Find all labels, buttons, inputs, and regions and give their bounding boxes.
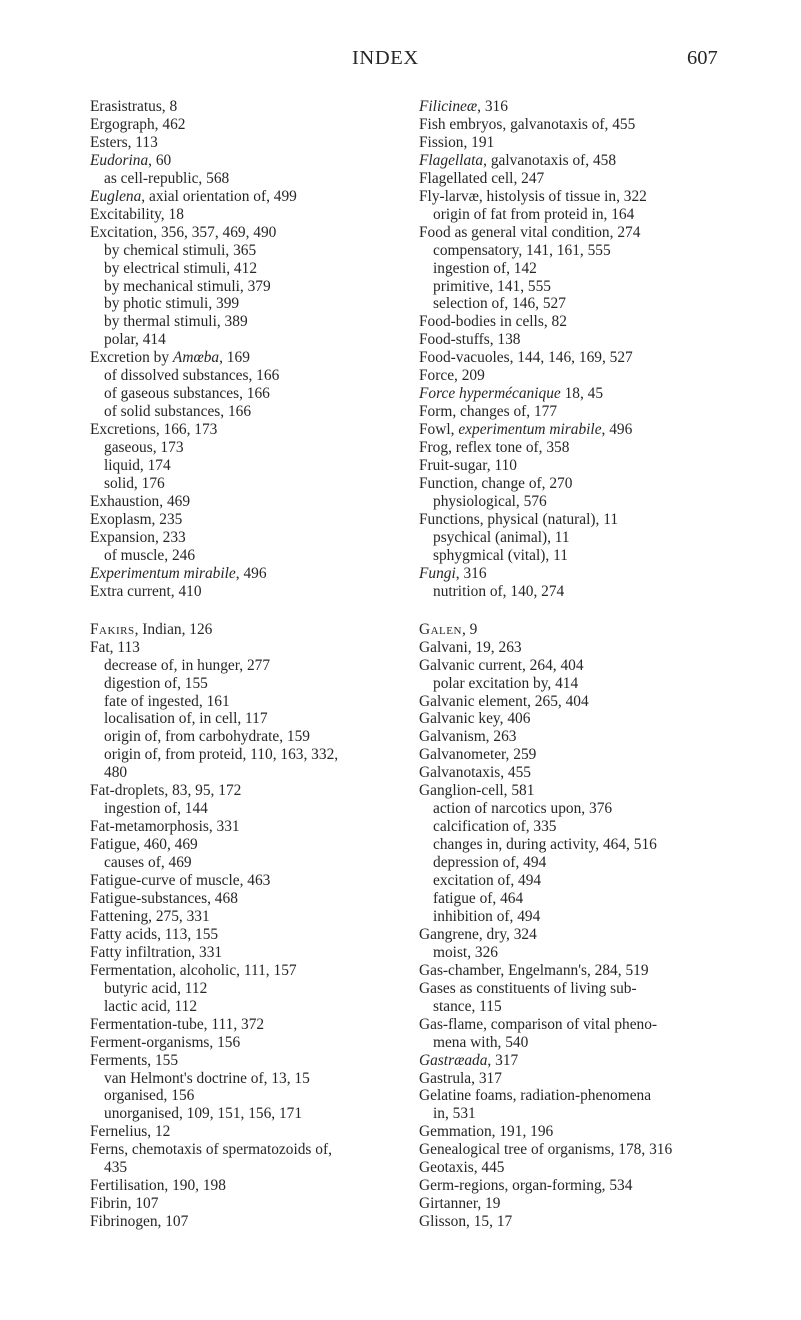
entry-text: stance, 115: [433, 997, 502, 1015]
entry-text: Gastrula, 317: [419, 1069, 502, 1087]
entry-prefix: Fowl,: [419, 421, 459, 439]
index-entry: [90, 421, 410, 439]
index-subentry: [90, 693, 410, 711]
index-entry: [419, 621, 791, 639]
entry-text: Gemmation, 191, 196: [419, 1123, 554, 1141]
entry-text: Gangrene, dry, 324: [419, 925, 537, 943]
entry-text: Excitation, 356, 357, 469, 490: [90, 223, 277, 241]
index-subentry: [90, 1087, 410, 1105]
index-subentry: [90, 170, 410, 188]
entry-text: changes in, during activity, 464, 516: [433, 836, 657, 854]
entry-text: organised, 156: [104, 1087, 195, 1105]
entry-text: Galvanotaxis, 455: [419, 764, 531, 782]
index-entry: [90, 98, 410, 116]
entry-text: 18, 45: [560, 385, 604, 403]
index-entry: [419, 98, 791, 116]
entry-text: Ganglion-cell, 581: [419, 782, 535, 800]
entry-text: Fattening, 275, 331: [90, 907, 210, 925]
entry-text: 435: [104, 1159, 128, 1177]
index-entry: [90, 511, 410, 529]
entry-text: Fernelius, 12: [90, 1123, 171, 1141]
index-entry: [90, 1123, 410, 1141]
index-entry: [419, 475, 791, 493]
entry-text: physiological, 576: [433, 492, 547, 510]
entry-text: origin of, from carbohydrate, 159: [104, 728, 310, 746]
entry-text: digestion of, 155: [104, 674, 208, 692]
index-subentry: [419, 890, 791, 908]
index-subentry: [90, 854, 410, 872]
index-subentry: [419, 295, 791, 313]
index-entry: [90, 116, 410, 134]
entry-text: fatigue of, 464: [433, 889, 524, 907]
index-entry: [419, 116, 791, 134]
entry-text: , axial orientation of, 499: [141, 187, 297, 205]
index-subentry: [90, 439, 410, 457]
entry-text: , Indian, 126: [134, 620, 213, 638]
index-entry: [90, 565, 410, 583]
index-entry: [90, 962, 410, 980]
entry-text: Fibrinogen, 107: [90, 1213, 189, 1231]
index-subentry: [90, 746, 410, 764]
entry-text: Genealogical tree of organisms, 178, 316: [419, 1141, 673, 1159]
index-entry: [90, 782, 410, 800]
index-entry: [419, 313, 791, 331]
index-subentry: [419, 206, 791, 224]
entry-text: moist, 326: [433, 943, 498, 961]
section-lead-term: Fakirs: [90, 620, 135, 638]
entry-text: Gelatine foams, radiation-phenomena: [419, 1087, 652, 1105]
index-entry: [419, 367, 791, 385]
italic-term: Gastræada: [419, 1051, 488, 1069]
entry-text: by electrical stimuli, 412: [104, 259, 258, 277]
entry-text: as cell-republic, 568: [104, 169, 230, 187]
entry-text: ingestion of, 144: [104, 800, 208, 818]
index-entry-continuation: [90, 764, 410, 782]
entry-text: by mechanical stimuli, 379: [104, 277, 271, 295]
index-entry: [90, 134, 410, 152]
index-entry: [419, 926, 791, 944]
entry-text: Form, changes of, 177: [419, 403, 558, 421]
index-subentry: [90, 998, 410, 1016]
index-subentry: [90, 675, 410, 693]
index-entry: [90, 818, 410, 836]
index-entry: [90, 639, 410, 657]
page-header: [0, 47, 801, 77]
index-entry: [419, 782, 791, 800]
entry-text: Geotaxis, 445: [419, 1159, 505, 1177]
index-entry: [419, 639, 791, 657]
entry-text: by photic stimuli, 399: [104, 295, 240, 313]
entry-text: , 60: [148, 151, 172, 169]
entry-text: Excretions, 166, 173: [90, 421, 218, 439]
index-entry: [419, 693, 791, 711]
index-entry: [90, 224, 410, 242]
index-entry: [419, 457, 791, 475]
italic-term: Euglena: [90, 187, 142, 205]
entry-text: origin of, from proteid, 110, 163, 332,: [104, 746, 339, 764]
italic-term: experimentum mirabile: [458, 421, 602, 439]
entry-text: , 316: [477, 98, 508, 115]
index-entry: [419, 170, 791, 188]
index-entry: [90, 1195, 410, 1213]
entry-text: , 316: [455, 564, 487, 582]
entry-text: Force, 209: [419, 367, 485, 385]
index-entry: [419, 728, 791, 746]
index-entry: [90, 872, 410, 890]
entry-text: Exoplasm, 235: [90, 510, 183, 528]
index-subentry: [90, 1105, 410, 1123]
entry-text: lactic acid, 112: [104, 997, 198, 1015]
entry-text: Food-stuffs, 138: [419, 331, 521, 349]
entry-text: origin of fat from proteid in, 164: [433, 205, 635, 223]
entry-text: of solid substances, 166: [104, 403, 252, 421]
index-entry: [90, 1177, 410, 1195]
entry-text: selection of, 146, 527: [433, 295, 566, 313]
index-entry: [419, 980, 791, 998]
index-entry: [419, 657, 791, 675]
index-entry: [90, 529, 410, 547]
index-entry: [419, 565, 791, 583]
page-title: INDEX: [352, 47, 419, 69]
index-entry: [419, 224, 791, 242]
entry-text: Esters, 113: [90, 133, 158, 151]
index-subentry: [90, 242, 410, 260]
index-subentry: [419, 836, 791, 854]
entry-text: ingestion of, 142: [433, 259, 537, 277]
entry-text: Fat-metamorphosis, 331: [90, 818, 240, 836]
index-subentry: [90, 547, 410, 565]
entry-text: Food-vacuoles, 144, 146, 169, 527: [419, 349, 633, 367]
entry-text: Gases as constituents of living sub-: [419, 979, 637, 997]
entry-text: nutrition of, 140, 274: [433, 582, 565, 600]
index-subentry: [419, 944, 791, 962]
index-subentry: [90, 385, 410, 403]
index-subentry: [90, 475, 410, 493]
entry-text: localisation of, in cell, 117: [104, 710, 268, 728]
index-entry-continuation: [419, 998, 791, 1016]
entry-text: Fermentation, alcoholic, 111, 157: [90, 961, 297, 979]
entry-text: Erasistratus, 8: [90, 98, 178, 115]
page-number: 607: [687, 47, 718, 69]
entry-text: Gas-flame, comparison of vital pheno-: [419, 1015, 658, 1033]
index-entry: [419, 1016, 791, 1034]
index-subentry: [419, 547, 791, 565]
index-entry: [90, 908, 410, 926]
entry-text: Galvani, 19, 263: [419, 638, 522, 656]
entry-text: Fatty infiltration, 331: [90, 943, 223, 961]
entry-text: Frog, reflex tone of, 358: [419, 439, 570, 457]
entry-text: Ergograph, 462: [90, 115, 186, 133]
entry-text: Flagellated cell, 247: [419, 169, 545, 187]
section-lead-term: Galen: [419, 620, 462, 638]
entry-text: Fatigue-curve of muscle, 463: [90, 872, 271, 890]
index-subentry: [90, 331, 410, 349]
index-entry: [90, 1016, 410, 1034]
index-entry: [419, 331, 791, 349]
index-subentry: [419, 529, 791, 547]
entry-prefix: Excretion by: [90, 349, 173, 367]
italic-term: Flagellata: [419, 151, 484, 169]
entry-text: action of narcotics upon, 376: [433, 800, 613, 818]
entry-text: sphygmical (vital), 11: [433, 546, 568, 564]
index-entry: [419, 403, 791, 421]
entry-text: compensatory, 141, 161, 555: [433, 241, 611, 259]
index-entry: [419, 1052, 791, 1070]
entry-text: Galvanic element, 265, 404: [419, 692, 589, 710]
index-subentry: [419, 872, 791, 890]
entry-text: , 496: [235, 564, 267, 582]
entry-text: Galvanism, 263: [419, 728, 517, 746]
entry-text: excitation of, 494: [433, 872, 542, 890]
entry-text: Function, change of, 270: [419, 475, 573, 493]
section-gap: [90, 601, 410, 621]
entry-text: Food-bodies in cells, 82: [419, 313, 567, 331]
index-subentry: [419, 260, 791, 278]
entry-text: Ferments, 155: [90, 1051, 179, 1069]
entry-text: Ferment-organisms, 156: [90, 1033, 241, 1051]
index-entry: [419, 1213, 791, 1231]
index-entry: [90, 349, 410, 367]
entry-text: Girtanner, 19: [419, 1195, 501, 1213]
index-subentry: [419, 242, 791, 260]
entry-text: , 9: [461, 620, 478, 638]
index-entry: [419, 710, 791, 728]
italic-term: Fungi: [419, 564, 456, 582]
index-entry: [419, 746, 791, 764]
index-entry: [419, 188, 791, 206]
entry-text: Germ-regions, organ-forming, 534: [419, 1177, 633, 1195]
entry-text: unorganised, 109, 151, 156, 171: [104, 1105, 303, 1123]
entry-text: polar excitation by, 414: [433, 674, 579, 692]
index-entry: [419, 764, 791, 782]
entry-text: Fat-droplets, 83, 95, 172: [90, 782, 242, 800]
index-entry: [90, 152, 410, 170]
entry-text: Galvanic current, 264, 404: [419, 656, 584, 674]
index-entry: [90, 621, 410, 639]
index-entry: [90, 944, 410, 962]
entry-text: Galvanometer, 259: [419, 746, 537, 764]
index-entry: [90, 836, 410, 854]
index-subentry: [419, 493, 791, 511]
index-entry: [90, 1141, 410, 1159]
index-entry: [90, 583, 410, 601]
italic-term: Experimentum mirabile: [90, 564, 236, 582]
entry-text: van Helmont's doctrine of, 13, 15: [104, 1069, 310, 1087]
entry-text: primitive, 141, 555: [433, 277, 551, 295]
entry-text: Functions, physical (natural), 11: [419, 510, 619, 528]
index-subentry: [90, 457, 410, 475]
index-entry: [419, 511, 791, 529]
index-entry: [90, 1034, 410, 1052]
entry-text: by thermal stimuli, 389: [104, 313, 248, 331]
index-subentry: [90, 367, 410, 385]
index-entry: [90, 1052, 410, 1070]
index-subentry: [419, 908, 791, 926]
index-subentry: [419, 818, 791, 836]
index-entry: [419, 962, 791, 980]
index-entry: [419, 1123, 791, 1141]
entry-text: Fatigue-substances, 468: [90, 889, 238, 907]
entry-text: Expansion, 233: [90, 528, 186, 546]
entry-text: , 317: [487, 1051, 519, 1069]
entry-text: of gaseous substances, 166: [104, 385, 270, 403]
entry-text: Gas-chamber, Engelmann's, 284, 519: [419, 961, 649, 979]
index-subentry: [419, 583, 791, 601]
entry-text: Fibrin, 107: [90, 1195, 159, 1213]
entry-text: of muscle, 246: [104, 546, 196, 564]
index-subentry: [90, 295, 410, 313]
section-gap: [419, 601, 791, 621]
index-entry: [419, 349, 791, 367]
index-entry: [419, 1141, 791, 1159]
entry-text: calcification of, 335: [433, 818, 557, 836]
index-entry: [419, 152, 791, 170]
entry-text: decrease of, in hunger, 277: [104, 656, 271, 674]
index-entry: [90, 890, 410, 908]
entry-text: Fission, 191: [419, 133, 495, 151]
index-column-left: [90, 98, 410, 1231]
entry-text: Fish embryos, galvanotaxis of, 455: [419, 115, 636, 133]
entry-text: psychical (animal), 11: [433, 528, 570, 546]
entry-text: causes of, 469: [104, 854, 192, 872]
entry-text: inhibition of, 494: [433, 907, 541, 925]
index-subentry: [90, 657, 410, 675]
entry-text: Excitability, 18: [90, 205, 184, 223]
index-subentry: [419, 800, 791, 818]
index-entry: [90, 1213, 410, 1231]
italic-term: Amœba: [172, 349, 220, 367]
index-subentry: [419, 675, 791, 693]
index-entry: [419, 1159, 791, 1177]
entry-text: Fat, 113: [90, 638, 140, 656]
entry-text: , 169: [219, 349, 250, 367]
entry-text: Extra current, 410: [90, 582, 202, 600]
entry-text: Fly-larvæ, histolysis of tissue in, 322: [419, 187, 647, 205]
entry-text: of dissolved substances, 166: [104, 367, 280, 385]
index-entry-continuation: [419, 1034, 791, 1052]
entry-text: 480: [104, 764, 128, 782]
index-subentry: [90, 728, 410, 746]
entry-text: mena with, 540: [433, 1033, 529, 1051]
index-entry-continuation: [419, 1105, 791, 1123]
index-subentry: [419, 278, 791, 296]
entry-text: Food as general vital condition, 274: [419, 223, 641, 241]
index-subentry: [90, 800, 410, 818]
entry-text: polar, 414: [104, 331, 166, 349]
index-subentry: [90, 1070, 410, 1088]
italic-term: Eudorina: [90, 151, 149, 169]
index-entry-continuation: [90, 1159, 410, 1177]
index-entry: [419, 134, 791, 152]
entry-text: , 496: [601, 421, 633, 439]
entry-text: solid, 176: [104, 475, 165, 493]
index-column-right: [419, 98, 791, 1231]
index-entry: [90, 926, 410, 944]
entry-text: Fatigue, 460, 469: [90, 836, 198, 854]
index-subentry: [90, 403, 410, 421]
entry-text: in, 531: [433, 1105, 476, 1123]
entry-text: by chemical stimuli, 365: [104, 241, 257, 259]
index-entry: [90, 206, 410, 224]
entry-text: gaseous, 173: [104, 439, 184, 457]
entry-text: depression of, 494: [433, 854, 547, 872]
entry-text: , galvanotaxis of, 458: [483, 151, 617, 169]
index-entry: [419, 421, 791, 439]
index-subentry: [90, 260, 410, 278]
index-subentry: [90, 278, 410, 296]
index-entry: [419, 1087, 791, 1105]
entry-text: fate of ingested, 161: [104, 692, 230, 710]
index-entry: [419, 1070, 791, 1088]
entry-text: Glisson, 15, 17: [419, 1213, 513, 1231]
entry-text: Exhaustion, 469: [90, 492, 191, 510]
index-entry: [90, 188, 410, 206]
index-entry: [419, 439, 791, 457]
index-subentry: [90, 980, 410, 998]
entry-text: liquid, 174: [104, 457, 171, 475]
italic-term: Force hypermécanique: [419, 385, 561, 403]
entry-text: Galvanic key, 406: [419, 710, 531, 728]
index-subentry: [90, 710, 410, 728]
italic-term: Filicineæ: [419, 98, 478, 115]
entry-text: Fruit-sugar, 110: [419, 457, 517, 475]
index-entry: [90, 493, 410, 511]
entry-text: Fatty acids, 113, 155: [90, 925, 219, 943]
index-entry: [419, 1195, 791, 1213]
index-subentry: [90, 313, 410, 331]
entry-text: butyric acid, 112: [104, 979, 208, 997]
index-subentry: [419, 854, 791, 872]
entry-text: Ferns, chemotaxis of spermatozoids of,: [90, 1141, 332, 1159]
entry-text: Fermentation-tube, 111, 372: [90, 1015, 265, 1033]
index-entry: [419, 1177, 791, 1195]
entry-text: Fertilisation, 190, 198: [90, 1177, 226, 1195]
index-entry: [419, 385, 791, 403]
